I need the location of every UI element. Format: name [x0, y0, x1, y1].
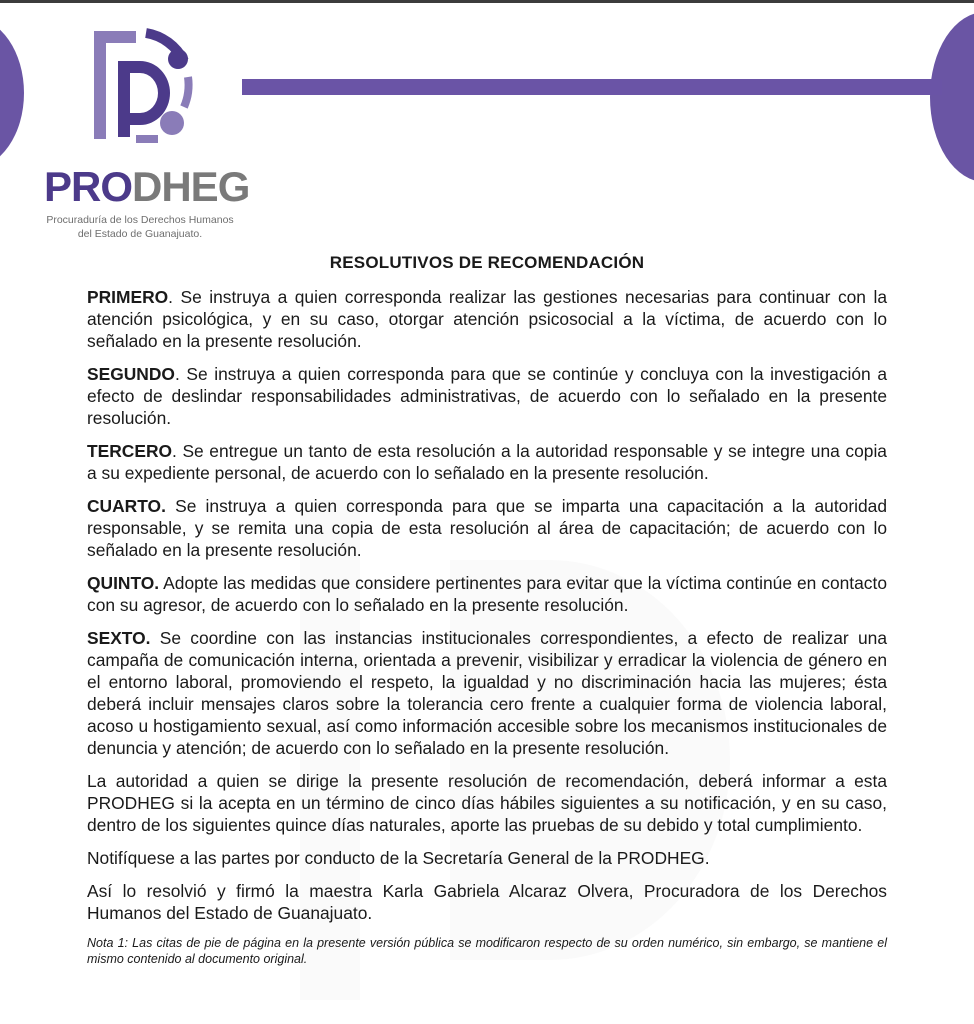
resolutivo-text: Se instruya a quien corresponda para que se continúe y concluya con la investigación a efecto de deslindar responsabilidades administrativas, de acuerdo con lo señalado en la presente resolución.: [87, 364, 888, 428]
resolutivo-label: PRIMERO: [87, 287, 169, 307]
resolutivo-segundo: [87, 363, 887, 429]
resolutivo-text: Adopte las medidas que considere pertinentes para evitar que la víctima continúe en contacto con su agresor, de acuerdo con lo señalado en la presente resolución.: [87, 573, 888, 615]
prodheg-wordmark: [44, 163, 250, 210]
document-title: RESOLUTIVOS DE RECOMENDACIÓN: [329, 253, 645, 272]
resolutivo-tercero: [87, 440, 887, 484]
decorative-circle-left: [0, 18, 24, 168]
header-rule: [242, 79, 942, 95]
separator: [150, 628, 159, 648]
separator: [166, 496, 175, 516]
resolutivo-label: TERCERO: [87, 441, 173, 461]
resolutivo-text: Se instruya a quien corresponda para que se imparta una capacitación a la autoridad responsable, y se remita una copia de esta resolución al área de capacitación; de acuerdo con lo señalado en la presente resolución.: [87, 496, 887, 560]
closing-signature: Así lo resolvió y firmó la maestra Karla Gabriela Alcaraz Olvera, Procuradora de los Derechos Humanos del Estado de Guanajuato.: [87, 881, 887, 923]
logo-subtitle: [40, 213, 240, 241]
resolutivo-quinto: [87, 572, 887, 616]
logo-subtitle-line1: Procuraduría de los Derechos Humanos: [46, 214, 234, 226]
resolutivo-label: QUINTO.: [87, 573, 160, 593]
logo-subtitle-line2: del Estado de Guanajuato.: [77, 228, 203, 240]
separator: .: [172, 441, 183, 461]
decorative-circle-right: [930, 12, 974, 182]
separator: .: [168, 287, 181, 307]
footnote: Nota 1: Las citas de pie de página en la presente versión pública se modificaron respecto de su orden numérico, sin embargo, se mantiene el mismo contenido al documento original.: [87, 936, 887, 966]
resolutivo-primero: [87, 286, 887, 352]
resolutivo-cuarto: [87, 495, 887, 561]
resolutivo-sexto: [87, 627, 887, 759]
document-body: [87, 286, 887, 980]
resolutivo-label: CUARTO.: [87, 496, 166, 516]
resolutivo-label: SEGUNDO: [87, 364, 175, 384]
prodheg-logo-icon: [88, 25, 198, 145]
resolutivo-label: SEXTO.: [87, 628, 151, 648]
top-bar: [0, 0, 974, 3]
separator: .: [174, 364, 187, 384]
closing-instruction: La autoridad a quien se dirige la presente resolución de recomendación, deberá informar a esta PRODHEG si la acepta en un término de cinco días hábiles siguientes a su notificación, y en su caso, dentro de los siguientes quince días naturales, aporte las pruebas de su debido y total cumplimiento.: [87, 771, 887, 835]
resolutivo-text: Se coordine con las instancias institucionales correspondientes, a efecto de realizar una campaña de comunicación interna, orientada a prevenir, visibilizar y erradicar la violencia de género en el entorno laboral, promoviendo el respeto, la igualdad y no discriminación hacia las mujeres; ésta deberá incluir mensajes claros sobre la tolerancia cero frente a cualquier forma de violencia laboral, acoso u hostigamiento sexual, así como información accesible sobre los mecanismos institucionales de denuncia y atención; de acuerdo con lo señalado en la presente resolución.: [87, 628, 887, 758]
wordmark-pro: PRO: [44, 163, 133, 210]
closing-notification: Notifíquese a las partes por conducto de la Secretaría General de la PRODHEG.: [87, 848, 710, 868]
resolutivo-text: Se entregue un tanto de esta resolución a la autoridad responsable y se integre una copia a su expediente personal, de acuerdo con lo señalado en la presente resolución.: [87, 441, 887, 483]
resolutivo-text: Se instruya a quien corresponda realizar las gestiones necesarias para continuar con la atención psicológica, y en su caso, otorgar atención psicosocial a la víctima, de acuerdo con lo señalado en la presente resolución.: [87, 287, 887, 351]
wordmark-dheg: DHEG: [132, 163, 250, 210]
